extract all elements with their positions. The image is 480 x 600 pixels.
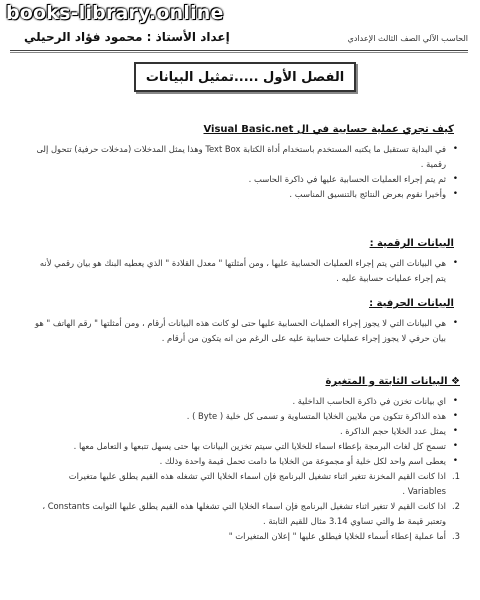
item-number: 2. [451, 501, 460, 511]
item-text: اذا كانت القيم لا تتغير اثناء تشغيل البرنامج فإن اسماء الخلايا التي تشغلها هذه القيم يطلق عليها الثوابت Constants ، وتعتبر قيمة ط والتي تساوي 3.14 مثال للقيم الثابتة . [42, 501, 446, 526]
numbered-item [34, 499, 460, 529]
list-item: • ثم يتم إجراء العمليات الحسابية عليها في ذاكرة الحاسب . [34, 172, 460, 187]
section-title-calculation: كيف تجري عملية حسابية في ال Visual Basic.net [203, 124, 454, 135]
list-item: • تسمح كل لغات البرمجة بإعطاء اسماء للخلايا التي سيتم تخزين البيانات بها حتى يسهل تتبعها و التعامل معها . [34, 439, 460, 454]
list-item: • يعطى اسم واحد لكل خلية أو مجموعة من الخلايا ما دامت تحمل قيمة واحدة وذلك . [34, 454, 460, 469]
chapter-title: الفصل الأول .....تمثيل البيانات [134, 62, 356, 92]
section-title-text: البيانات الثابتة و المتغيرة [325, 376, 448, 387]
section-numeric-list [34, 256, 460, 286]
item-number: 1. [451, 471, 460, 481]
list-item: • هي البيانات التي لا يجوز إجراء العمليات الحسابية عليها حتى لو كانت هذه البيانات أرقام ، ومن أمثلتها " رقم الهاتف " هو بيان حرفي لا يجوز إجراء عمليات حسابية عليه على الرغم من انه يتكون من أرقام . [34, 316, 460, 346]
item-number: 3. [451, 531, 460, 541]
section-title-text: البيانات الحرفية : [369, 298, 454, 309]
list-item: • يمثل عدد الخلايا حجم الذاكرة . [34, 424, 460, 439]
list-item: • هي البيانات التي يتم إجراء العمليات الحسابية عليها ، ومن أمثلتها " معدل القلادة " الذي يعطيه البنك هو بيان رقمي لأنه يتم إجراء عمليات حسابية عليه . [34, 256, 460, 286]
section-variables-list [34, 394, 460, 544]
header-divider [10, 50, 468, 53]
section-title-numeric: البيانات الرقمية : [369, 238, 454, 249]
watermark: books-library.online [6, 2, 224, 24]
numbered-item [34, 469, 460, 499]
diamond-bullet-icon: ❖ [451, 376, 460, 387]
item-text: أما عملية إعطاء أسماء للخلايا فيطلق عليها " إعلان المتغيرات " [228, 531, 446, 541]
section-calculation-list [34, 142, 460, 202]
book-title: الحاسب الآلي الصف الثالث الإعدادي [347, 34, 468, 43]
section-text-list [34, 316, 460, 346]
author-name: إعداد الأستاذ : محمود فؤاد الرحيلي [24, 30, 230, 44]
list-item: • وأخيرا نقوم بعرض النتائج بالتنسيق المناسب . [34, 187, 460, 202]
list-item: • هذه الذاكرة تتكون من ملايين الخلايا المتساوية و تسمى كل خلية ( Byte ) . [34, 409, 460, 424]
numbered-item [34, 529, 460, 544]
page-header [10, 30, 468, 48]
item-text: اذا كانت القيم المخزنة تتغير اثناء تشغيل البرنامج فإن اسماء الخلايا التي تشغله هذه القيم يطلق عليها متغيرات Variables . [68, 471, 446, 496]
section-title-constants-variables [325, 376, 460, 387]
list-item: • اي بيانات تخزن في ذاكرة الحاسب الداخلية . [34, 394, 460, 409]
list-item: • في البداية تستقبل ما يكتبه المستخدم باستخدام أداة الكتابة Text Box وهذا يمثل المدخلات (مدخلات حرفية) تتحول إلى رقمية . [34, 142, 460, 172]
